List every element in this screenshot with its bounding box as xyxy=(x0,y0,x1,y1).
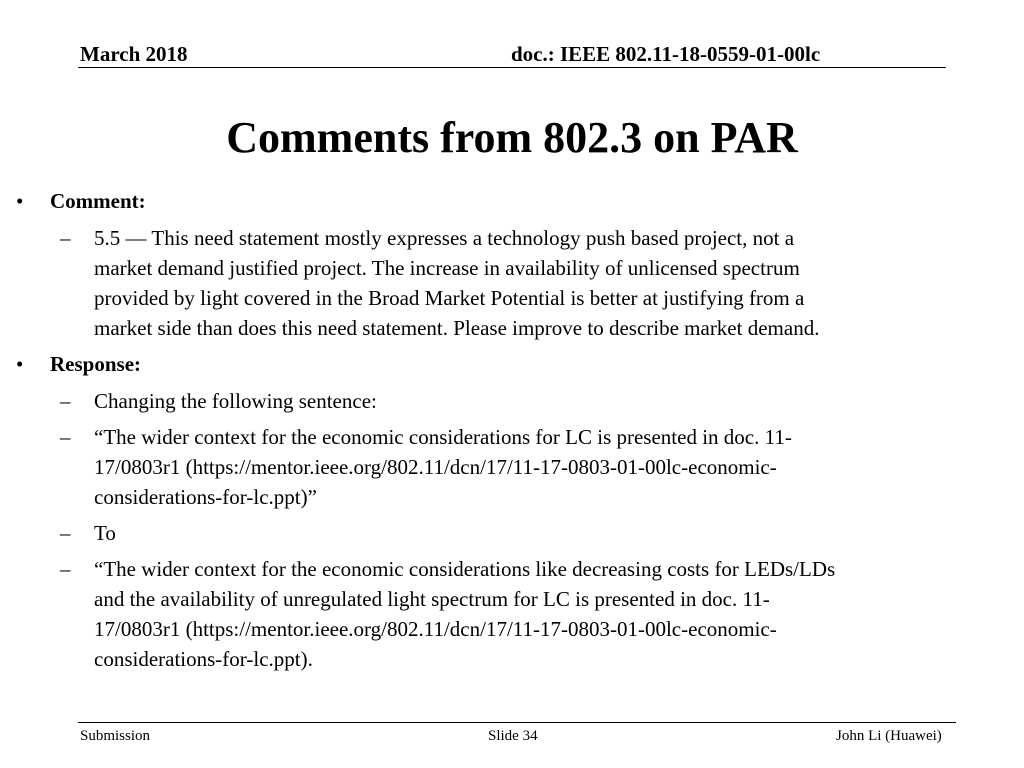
comment-item-1-line-2: market demand justified project. The increase in availability of unlicensed spectrum xyxy=(94,256,800,280)
header-date: March 2018 xyxy=(80,42,188,66)
footer-author: John Li (Huawei) xyxy=(836,728,942,744)
response-item-1-line-1: Changing the following sentence: xyxy=(94,389,377,413)
comment-heading: Comment: xyxy=(50,189,146,213)
comment-item-1-line-3: provided by light covered in the Broad Market Potential is better at justifying from a xyxy=(94,286,805,310)
response-item-dash-icon: – xyxy=(60,521,71,545)
response-item-4-line-3: 17/0803r1 (https://mentor.ieee.org/802.11/dcn/17/11-17-0803-01-00lc-economic- xyxy=(94,617,777,641)
response-bullet-icon: • xyxy=(16,352,24,376)
response-item-2-line-1: “The wider context for the economic considerations for LC is presented in doc. 11- xyxy=(94,425,792,449)
response-item-dash-icon: – xyxy=(60,425,71,449)
footer-slide-number: Slide 34 xyxy=(488,728,538,744)
comment-item-1-line-4: market side than does this need statement. Please improve to describe market demand. xyxy=(94,316,820,340)
response-item-dash-icon: – xyxy=(60,557,71,581)
header-divider xyxy=(78,67,946,68)
footer-divider xyxy=(78,722,956,723)
response-item-3-line-1: To xyxy=(94,521,116,545)
response-item-4-line-4: considerations-for-lc.ppt). xyxy=(94,647,313,671)
response-item-2-line-2: 17/0803r1 (https://mentor.ieee.org/802.11/dcn/17/11-17-0803-01-00lc-economic- xyxy=(94,455,777,479)
header-doc-id: doc.: IEEE 802.11-18-0559-01-00lc xyxy=(511,42,821,66)
footer-submission: Submission xyxy=(80,728,151,744)
response-item-4-line-2: and the availability of unregulated light spectrum for LC is presented in doc. 11- xyxy=(94,587,770,611)
comment-item-1-line-1: 5.5 — This need statement mostly expresses a technology push based project, not a xyxy=(94,226,795,250)
comment-item-dash-icon: – xyxy=(60,226,71,250)
response-item-4-line-1: “The wider context for the economic considerations like decreasing costs for LEDs/LDs xyxy=(94,557,836,581)
comment-bullet-icon: • xyxy=(16,189,24,213)
slide-title: Comments from 802.3 on PAR xyxy=(226,113,798,162)
response-item-dash-icon: – xyxy=(60,389,71,413)
response-item-2-line-3: considerations-for-lc.ppt)” xyxy=(94,485,317,509)
response-heading: Response: xyxy=(50,352,142,376)
